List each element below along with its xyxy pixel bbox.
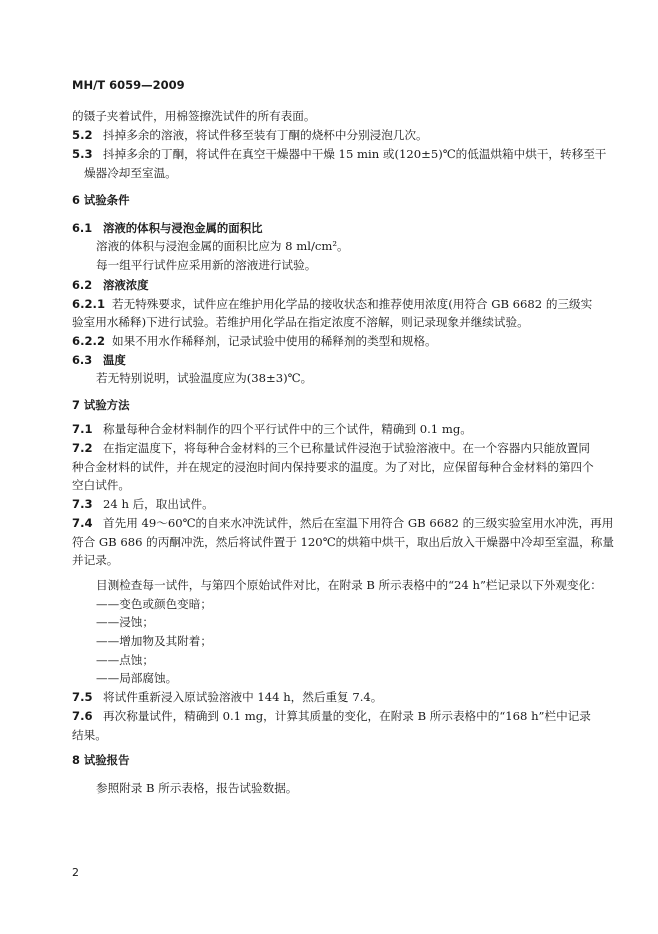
text-line: 目测检查每一试件，与第四个原始试件对比，在附录 B 所示表格中的“24 h”栏记录以下外观变化：: [96, 578, 602, 592]
clause-number: 6.2: [72, 278, 93, 292]
text-line: 验室用水稀释)下进行试验。若维护用化学品在指定浓度不溶解，则记录现象并继续试验。: [72, 315, 529, 329]
list-item: ——点蚀；: [96, 653, 154, 667]
clause-text: 将试件重新浸入原试验溶液中 144 h，然后重复 7.4。: [103, 690, 383, 704]
list-item: ——增加物及其附着；: [96, 634, 212, 648]
clause-number: 5.3: [72, 147, 93, 161]
text-line: 若无特别说明，试验温度应为(38±3)℃。: [96, 371, 313, 385]
clause-text: 在指定温度下，将每种合金材料的三个已称量试件浸泡于试验溶液中。在一个容器内只能放置同: [103, 441, 590, 455]
clause-heading: 溶液的体积与浸泡金属的面积比: [103, 221, 263, 235]
text-line: 种合金材料的试件，并在规定的浸泡时间内保持要求的温度。为了对比，应保留每种合金材料的第四个: [72, 460, 594, 474]
clause-number: 5.2: [72, 128, 93, 142]
clause-6-2-2: [72, 334, 437, 349]
clause-text: 若无特殊要求，试件应在维护用化学品的接收状态和推荐使用浓度(用符合 GB 6682 的三级实: [112, 297, 593, 311]
clause-number: 6.2.1: [72, 297, 106, 311]
text-line: 结果。: [72, 728, 107, 742]
clause-text: 如果不用水作稀释剂，记录试验中使用的稀释剂的类型和规格。: [112, 334, 437, 348]
text-line: 溶液的体积与浸泡金属的面积比应为 8 ml/cm²。: [96, 239, 349, 253]
clause-text: 抖掉多余的溶液，将试件移至装有丁酮的烧杯中分别浸泡几次。: [103, 128, 428, 142]
clause-number: 6.3: [72, 353, 93, 367]
clause-5-3: [72, 147, 606, 162]
clause-number: 7.2: [72, 441, 93, 455]
document-id: MH/T 6059—2009: [72, 78, 185, 92]
clause-7-2: [72, 441, 590, 456]
page-number: 2: [72, 866, 79, 879]
list-item: ——浸蚀；: [96, 615, 154, 629]
clause-number: 7.5: [72, 690, 93, 704]
text-line: 符合 GB 686 的丙酮冲洗，然后将试件置于 120℃的烘箱中烘干，取出后放入干燥器中冷却至室温，称量: [72, 535, 614, 549]
clause-text: 24 h 后，取出试件。: [103, 497, 214, 511]
text-line: 燥器冷却至室温。: [84, 166, 177, 180]
clause-text: 称量每种合金材料制作的四个平行试件中的三个试件，精确到 0.1 mg。: [103, 422, 472, 436]
clause-6-1-heading: [72, 221, 262, 236]
text-line: 的镊子夹着试件，用棉签擦洗试件的所有表面。: [72, 109, 316, 123]
text-line: 并记录。: [72, 553, 119, 567]
clause-heading: 溶液浓度: [103, 278, 149, 292]
clause-5-2: [72, 128, 428, 143]
list-item: ——局部腐蚀。: [96, 671, 178, 685]
clause-text: 抖掉多余的丁酮，将试件在真空干燥器中干燥 15 min 或(120±5)℃的低温烘箱中烘干，转移至干: [103, 147, 607, 161]
section-heading-6: 6 试验条件: [72, 193, 130, 207]
clause-number: 7.4: [72, 516, 93, 530]
clause-6-2-1: [72, 297, 592, 312]
clause-7-1: [72, 422, 472, 437]
text-line: 参照附录 B 所示表格，报告试验数据。: [96, 781, 298, 795]
section-heading-8: 8 试验报告: [72, 753, 130, 767]
clause-heading: 温度: [103, 353, 126, 367]
section-heading-7: 7 试验方法: [72, 398, 130, 412]
list-item: ——变色或颜色变暗；: [96, 597, 212, 611]
clause-6-2-heading: [72, 278, 149, 293]
clause-number: 7.6: [72, 709, 93, 723]
clause-7-5: [72, 690, 382, 705]
clause-7-4: [72, 516, 613, 531]
clause-number: 7.3: [72, 497, 93, 511]
text-line: 空白试件。: [72, 478, 130, 492]
clause-7-3: [72, 497, 214, 512]
clause-6-3-heading: [72, 353, 126, 368]
clause-number: 6.2.2: [72, 334, 106, 348]
text-line: 每一组平行试件应采用新的溶液进行试验。: [96, 258, 317, 272]
clause-number: 7.1: [72, 422, 93, 436]
clause-number: 6.1: [72, 221, 93, 235]
clause-text: 首先用 49～60℃的自来水冲洗试件，然后在室温下用符合 GB 6682 的三级实验室用水冲洗，再用: [103, 516, 614, 530]
clause-text: 再次称量试件，精确到 0.1 mg，计算其质量的变化，在附录 B 所示表格中的“168 h”栏中记录: [103, 709, 591, 723]
clause-7-6: [72, 709, 591, 724]
